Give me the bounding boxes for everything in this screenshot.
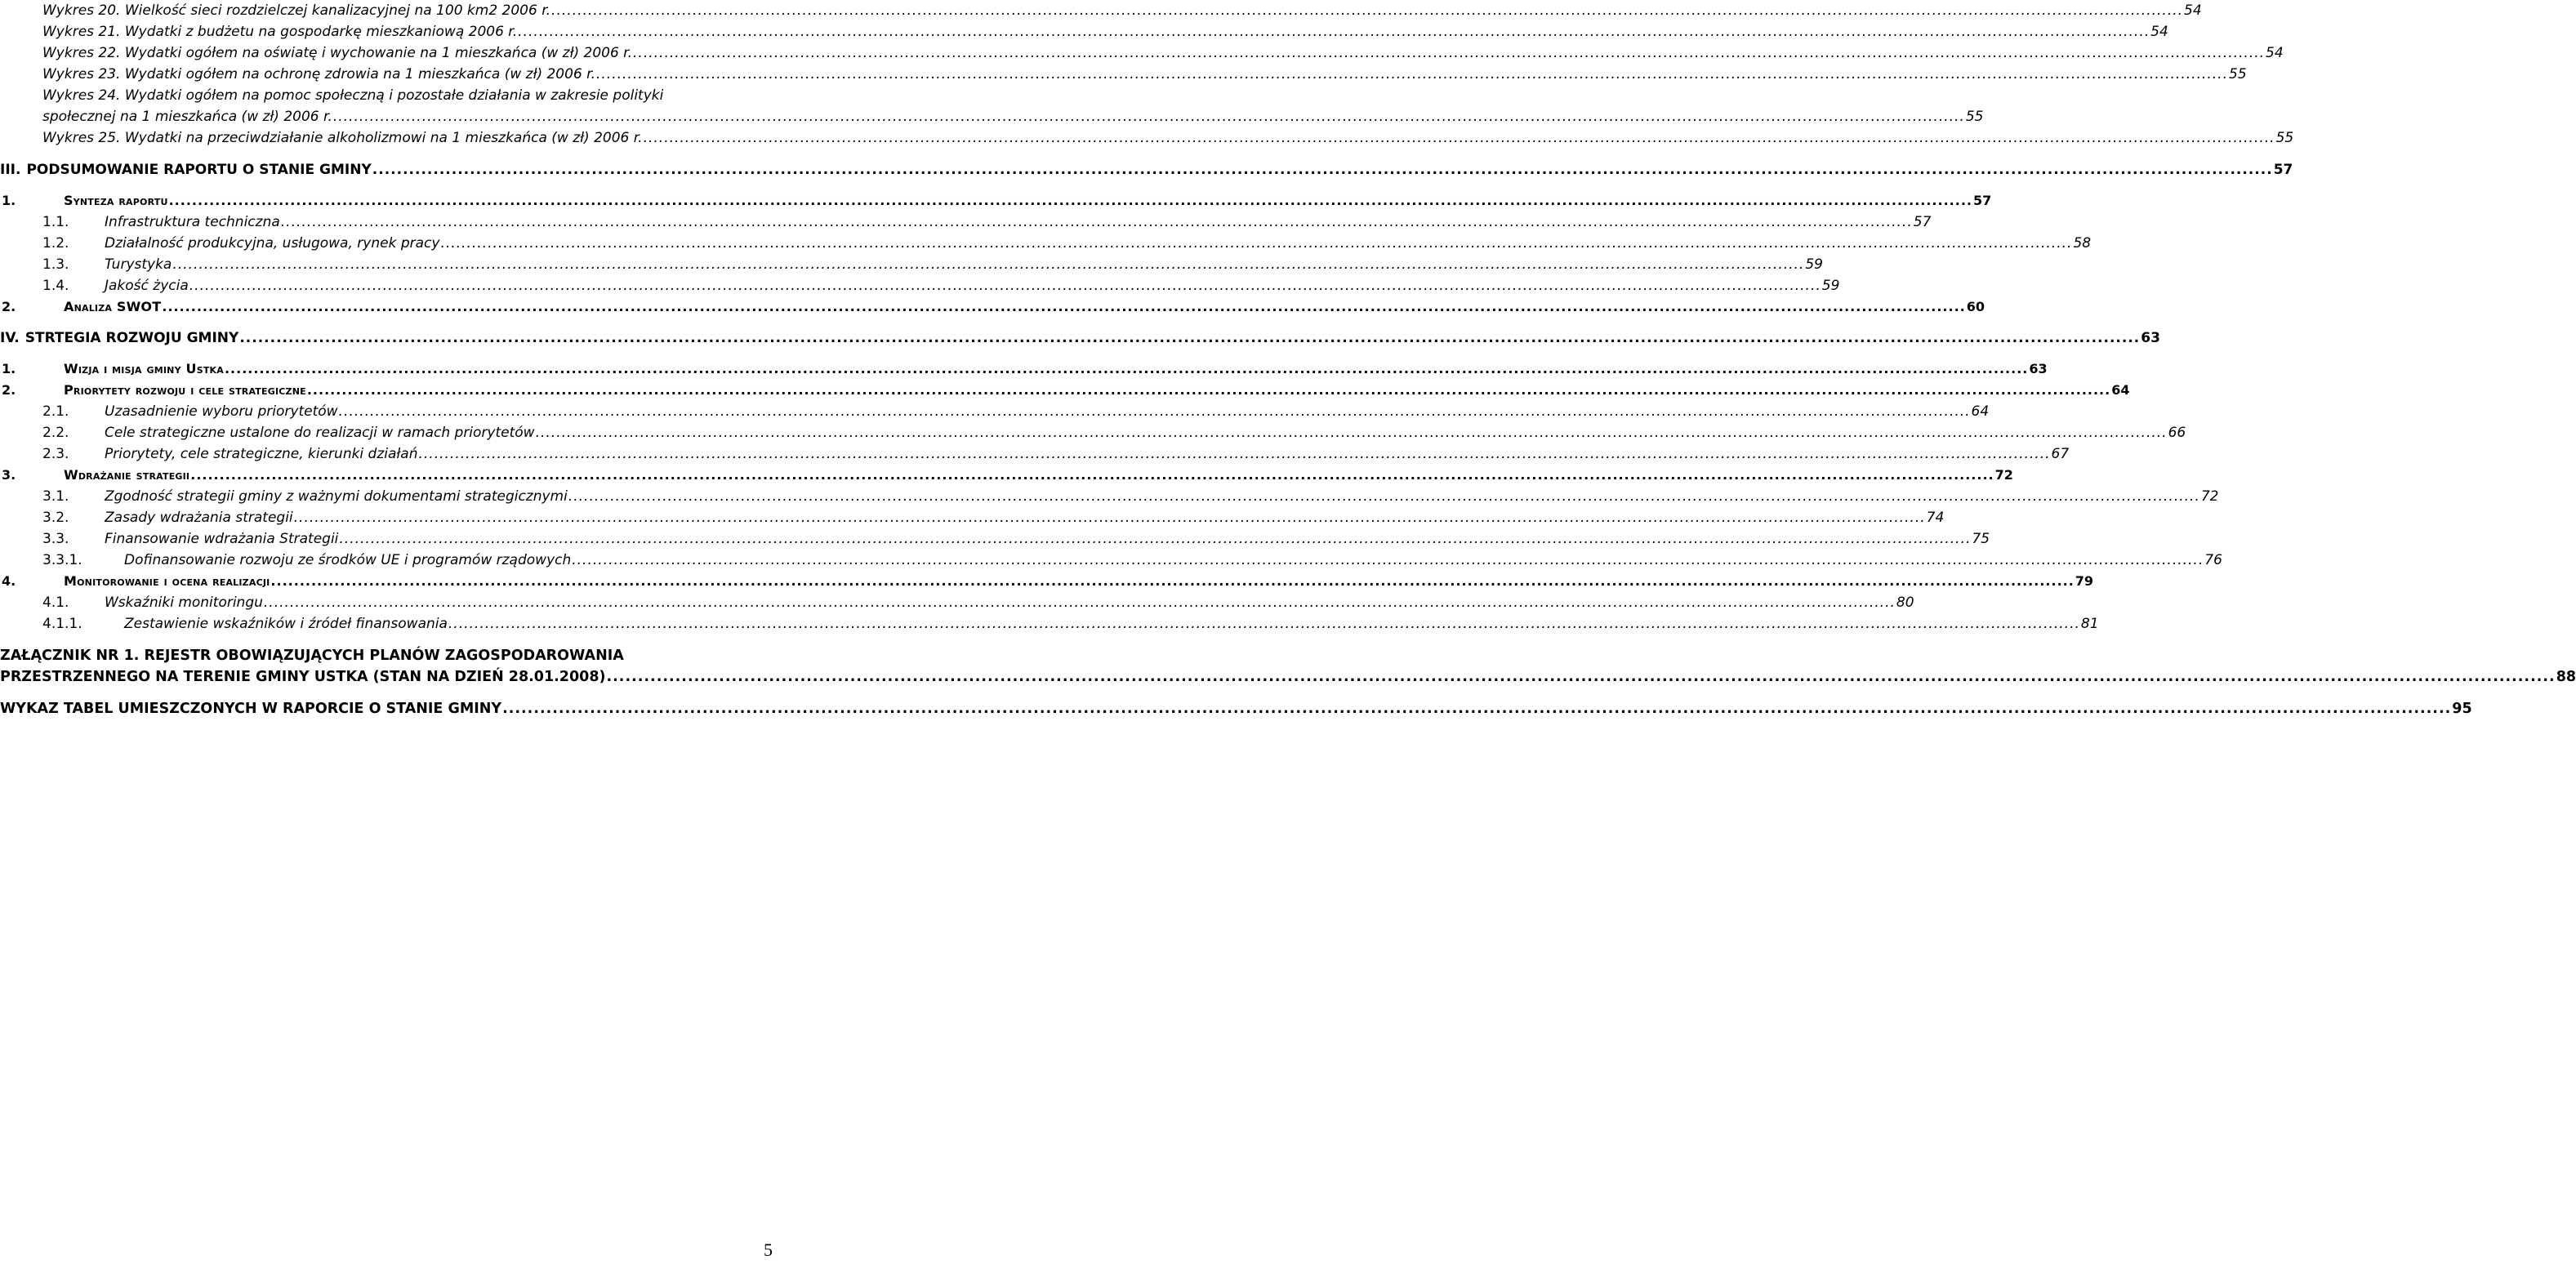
toc-item-title: Wskaźniki monitoringu bbox=[105, 594, 263, 611]
toc-item-page: 74 bbox=[1926, 510, 1945, 526]
dot-leader bbox=[607, 666, 2556, 688]
dot-leader bbox=[169, 190, 1972, 212]
toc-item-number: 3.3.1. bbox=[42, 552, 82, 568]
toc-item-page: 59 bbox=[1821, 278, 1840, 294]
dot-leader bbox=[572, 550, 2204, 571]
toc-item-page: 63 bbox=[2029, 361, 2048, 376]
toc-item-page: 75 bbox=[1972, 531, 1990, 547]
toc-entry-figure-20[interactable] bbox=[0, 0, 2202, 21]
toc-entry-figure-23[interactable] bbox=[0, 64, 2247, 85]
dot-leader bbox=[551, 0, 2183, 21]
toc-item-page: 76 bbox=[2204, 552, 2222, 568]
toc-annex-page: 88 bbox=[2556, 669, 2576, 685]
toc-item-page: 57 bbox=[1972, 193, 1992, 208]
toc-item-title: Analiza SWOT bbox=[64, 299, 162, 314]
toc-entry-title: Wykres 20. Wielkość sieci rozdzielczej kanalizacyjnej na 100 km2 2006 r. bbox=[42, 2, 551, 19]
dot-leader bbox=[294, 507, 1926, 528]
toc-item-3-2[interactable] bbox=[0, 296, 1985, 318]
toc-entry-page: 55 bbox=[2275, 130, 2294, 146]
toc-item-page: 79 bbox=[2075, 573, 2094, 589]
toc-item-title: Turystyka bbox=[105, 256, 172, 273]
toc-entry-title: Wykres 24. Wydatki ogółem na pomoc społeczną i pozostałe działania w zakresie polityki bbox=[42, 87, 664, 104]
toc-item-number: 1.2. bbox=[42, 235, 69, 252]
toc-chapter-3[interactable] bbox=[0, 159, 2293, 180]
toc-item-title: Zgodność strategii gminy z ważnymi dokumentami strategicznymi bbox=[105, 488, 568, 505]
toc-chapter-4[interactable] bbox=[0, 327, 2160, 349]
dot-leader bbox=[536, 422, 2168, 443]
dot-leader bbox=[339, 528, 1971, 550]
toc-item-page: 72 bbox=[1994, 467, 2013, 483]
toc-item-page: 81 bbox=[2080, 616, 2099, 632]
toc-annex-title: ZAŁĄCZNIK NR 1. REJESTR OBOWIĄZUJĄCYCH PLANÓW ZAGOSPODAROWANIA bbox=[0, 648, 624, 664]
dot-leader bbox=[596, 64, 2228, 85]
toc-chapter-number: IV. bbox=[0, 330, 20, 346]
toc-item-4-2-2[interactable] bbox=[0, 422, 2186, 443]
toc-item-title: Wdrażanie strategii bbox=[64, 467, 190, 483]
toc-entry-figure-22[interactable] bbox=[0, 42, 2284, 64]
toc-item-number: 3.2. bbox=[42, 510, 69, 526]
toc-item-4-4-1-1[interactable] bbox=[0, 613, 2099, 634]
toc-chapter-page: 57 bbox=[2273, 162, 2293, 178]
toc-entry-figure-25[interactable] bbox=[0, 127, 2294, 149]
dot-leader bbox=[307, 380, 2110, 401]
page-number: 5 bbox=[764, 1240, 773, 1260]
toc-item-title: Infrastruktura techniczna bbox=[105, 214, 280, 230]
dot-leader bbox=[448, 613, 2080, 634]
toc-item-title: Priorytety rozwoju i cele strategiczne bbox=[64, 382, 306, 398]
toc-item-page: 80 bbox=[1896, 594, 1914, 611]
toc-entry-title: Wykres 21. Wydatki z budżetu na gospodarkę mieszkaniową 2006 r. bbox=[42, 24, 518, 40]
toc-item-number: 2. bbox=[2, 299, 16, 314]
dot-leader bbox=[333, 106, 1965, 127]
dot-leader bbox=[502, 698, 2451, 719]
toc-annex-1-line2[interactable] bbox=[0, 666, 2576, 688]
toc-item-title: Dofinansowanie rozwoju ze środków UE i programów rządowych bbox=[124, 552, 572, 568]
dot-leader bbox=[172, 254, 1804, 275]
toc-item-title: Zasady wdrażania strategii bbox=[105, 510, 293, 526]
toc-item-title: Finansowanie wdrażania Strategii bbox=[105, 531, 339, 547]
toc-item-number: 1. bbox=[2, 193, 16, 208]
toc-item-4-3-1[interactable] bbox=[0, 486, 2219, 507]
toc-tables-list[interactable] bbox=[0, 698, 2472, 719]
toc-item-page: 60 bbox=[1966, 299, 1985, 314]
dot-leader bbox=[189, 275, 1821, 296]
toc-item-3-1-4[interactable] bbox=[0, 275, 1840, 296]
toc-item-title: Priorytety, cele strategiczne, kierunki działań bbox=[105, 446, 418, 462]
toc-item-page: 57 bbox=[1913, 214, 1932, 230]
dot-leader bbox=[419, 443, 2051, 465]
dot-leader bbox=[264, 592, 1896, 613]
toc-item-page: 59 bbox=[1805, 256, 1823, 273]
toc-item-number: 2.2. bbox=[42, 425, 69, 441]
toc-item-number: 1. bbox=[2, 361, 16, 376]
toc-chapter-page: 63 bbox=[2141, 330, 2160, 346]
toc-item-title: Monitorowanie i ocena realizacji bbox=[64, 573, 270, 589]
dot-leader bbox=[281, 212, 1913, 233]
toc-item-3-1[interactable] bbox=[0, 190, 1992, 212]
toc-item-3-1-3[interactable] bbox=[0, 254, 1823, 275]
toc-chapter-number: III. bbox=[0, 162, 21, 178]
toc-item-4-2-1[interactable] bbox=[0, 401, 1990, 422]
toc-item-number: 2.1. bbox=[42, 403, 69, 420]
toc-item-4-3-3-1[interactable] bbox=[0, 550, 2222, 571]
toc-item-number: 4.1.1. bbox=[42, 616, 82, 632]
toc-item-number: 3.1. bbox=[42, 488, 69, 505]
toc-item-4-4[interactable] bbox=[0, 571, 2094, 592]
toc-chapter-title: STRTEGIA ROZWOJU GMINY bbox=[25, 330, 239, 346]
toc-item-number: 4.1. bbox=[42, 594, 69, 611]
dot-leader bbox=[644, 127, 2275, 149]
toc-item-4-2[interactable] bbox=[0, 380, 2130, 401]
toc-item-title: Synteza raportu bbox=[64, 193, 168, 208]
toc-item-number: 2. bbox=[2, 382, 16, 398]
toc-item-3-1-2[interactable] bbox=[0, 233, 2092, 254]
toc-item-page: 72 bbox=[2200, 488, 2219, 505]
toc-entry-page: 55 bbox=[2229, 66, 2247, 82]
toc-entry-figure-21[interactable] bbox=[0, 21, 2168, 42]
dot-leader bbox=[633, 42, 2265, 64]
dot-leader bbox=[225, 358, 2028, 380]
toc-item-page: 64 bbox=[2111, 382, 2130, 398]
toc-item-number: 1.4. bbox=[42, 278, 69, 294]
dot-leader bbox=[518, 21, 2150, 42]
toc-item-title: Uzasadnienie wyboru priorytetów bbox=[105, 403, 338, 420]
toc-item-number: 3. bbox=[2, 467, 16, 483]
dot-leader bbox=[568, 486, 2200, 507]
toc-item-title: Działalność produkcyjna, usługowa, rynek pracy bbox=[105, 235, 440, 252]
toc-item-3-1-1[interactable] bbox=[0, 212, 1932, 233]
toc-item-page: 67 bbox=[2051, 446, 2070, 462]
toc-item-number: 1.3. bbox=[42, 256, 69, 273]
toc-item-4-3[interactable] bbox=[0, 465, 2013, 486]
dot-leader bbox=[440, 233, 2072, 254]
toc-item-number: 2.3. bbox=[42, 446, 69, 462]
dot-leader bbox=[339, 401, 1971, 422]
toc-item-page: 58 bbox=[2073, 235, 2092, 252]
toc-item-number: 3.3. bbox=[42, 531, 69, 547]
dot-leader bbox=[190, 465, 1994, 486]
dot-leader bbox=[372, 159, 2273, 180]
toc-item-4-1[interactable] bbox=[0, 358, 2048, 380]
toc-item-title: Jakość życia bbox=[105, 278, 189, 294]
toc-item-number: 1.1. bbox=[42, 214, 69, 230]
toc-annex-1-line1[interactable] bbox=[0, 645, 784, 666]
toc-entry-title: Wykres 25. Wydatki na przeciwdziałanie alkoholizmowi na 1 mieszkańca (w zł) 2006 r. bbox=[42, 130, 643, 146]
toc-item-4-2-3[interactable] bbox=[0, 443, 2070, 465]
toc-tables-title: WYKAZ TABEL UMIESZCZONYCH W RAPORCIE O STANIE GMINY bbox=[0, 701, 502, 717]
toc-item-number: 4. bbox=[2, 573, 16, 589]
toc-chapter-title: PODSUMOWANIE RAPORTU O STANIE GMINY bbox=[26, 162, 372, 178]
toc-item-4-3-2[interactable] bbox=[0, 507, 1945, 528]
toc-item-title: Cele strategiczne ustalone do realizacji w ramach priorytetów bbox=[105, 425, 535, 441]
toc-item-page: 64 bbox=[1971, 403, 1990, 420]
dot-leader bbox=[270, 571, 2074, 592]
toc-annex-title: PRZESTRZENNEGO NA TERENIE GMINY USTKA (STAN NA DZIEŃ 28.01.2008) bbox=[0, 669, 606, 685]
toc-item-title: Zestawienie wskaźników i źródeł finansowania bbox=[124, 616, 448, 632]
toc-entry-title: Wykres 23. Wydatki ogółem na ochronę zdrowia na 1 mieszkańca (w zł) 2006 r. bbox=[42, 66, 595, 82]
toc-entry-page: 54 bbox=[2150, 24, 2168, 40]
toc-item-page: 66 bbox=[2168, 425, 2186, 441]
toc-entry-figure-24-line2[interactable] bbox=[0, 106, 1984, 127]
toc-item-4-4-1[interactable] bbox=[0, 592, 1914, 613]
toc-entry-page: 54 bbox=[2266, 45, 2284, 61]
toc-entry-figure-24-line1[interactable] bbox=[0, 85, 784, 106]
toc-entry-title: Wykres 22. Wydatki ogółem na oświatę i wychowanie na 1 mieszkańca (w zł) 2006 r. bbox=[42, 45, 633, 61]
toc-item-4-3-3[interactable] bbox=[0, 528, 1990, 550]
toc-item-title: Wizja i misja gminy Ustka bbox=[64, 361, 224, 376]
dot-leader bbox=[162, 296, 1965, 318]
toc-entry-page: 54 bbox=[2184, 2, 2202, 19]
dot-leader bbox=[239, 327, 2140, 349]
toc-entry-page: 55 bbox=[1965, 109, 1984, 125]
toc-tables-page: 95 bbox=[2452, 701, 2472, 717]
toc-entry-title: społecznej na 1 mieszkańca (w zł) 2006 r. bbox=[42, 109, 332, 125]
